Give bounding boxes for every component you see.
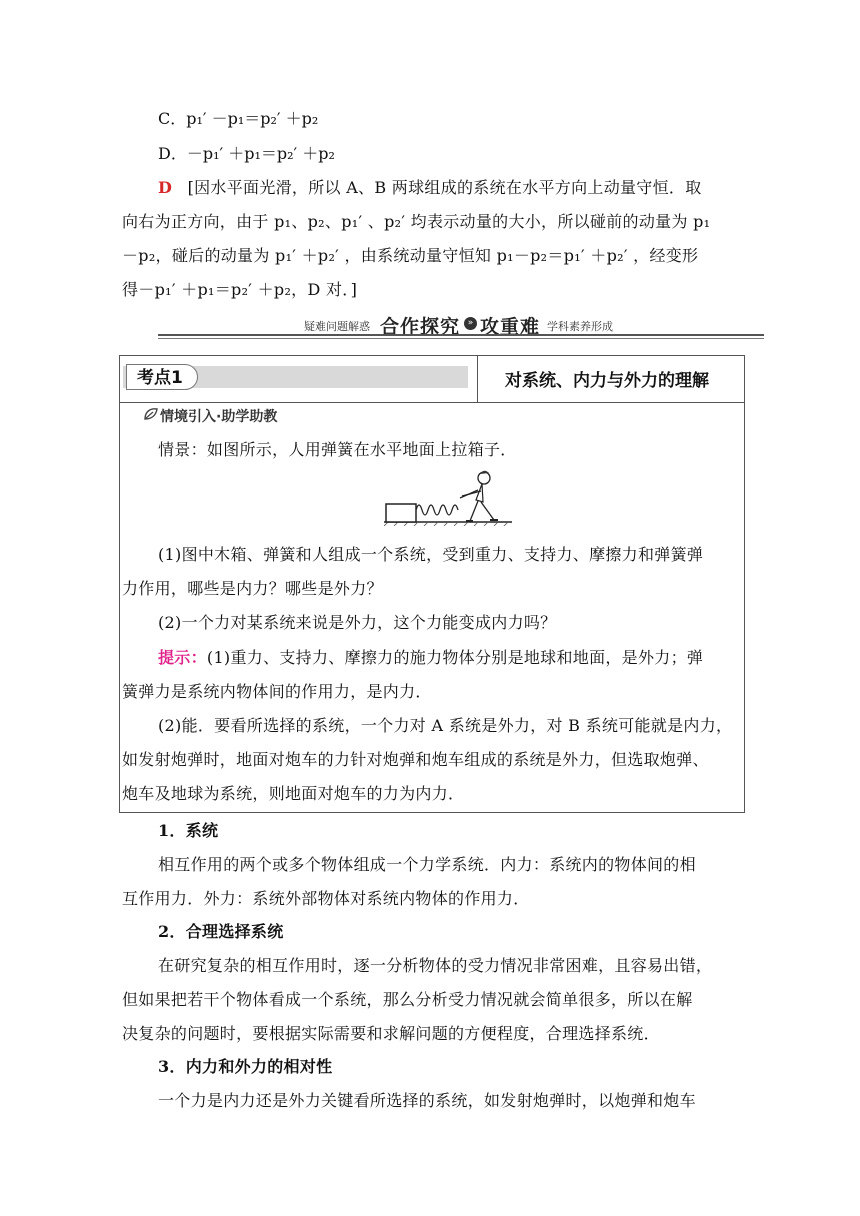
section-1-title: 1．系统: [158, 821, 219, 840]
hint-2-line-3: 炮车及地球为系统，则地面对炮车的力为内力．: [122, 784, 465, 803]
banner-arrow-icon: »: [464, 317, 477, 330]
section-2-line-2: 但如果把若干个物体看成一个系统，那么分析受力情况就会简单很多，所以在解: [122, 990, 693, 1009]
answer-line-1: [158, 175, 702, 198]
question-1-line-2: 力作用，哪些是内力？哪些是外力？: [122, 579, 383, 598]
banner-rule-thin: [158, 338, 764, 339]
section-2-title: 2．合理选择系统: [158, 922, 284, 941]
hint-label: 提示：: [158, 648, 207, 667]
hint-2-line-2: 如发射炮弹时，地面对炮车的力针对炮弹和炮车组成的系统是外力，但选取炮弹、: [122, 750, 709, 769]
option-d: D．－p₁′ ＋p₁＝p₂′ ＋p₂: [158, 144, 335, 163]
hint-1-text: (1)重力、支持力、摩擦力的施力物体分别是地球和地面，是外力；弹: [206, 648, 704, 667]
banner-left-small: 疑难问题解惑: [304, 320, 370, 333]
section-2-line-3: 决复杂的问题时，要根据实际需要和求解问题的方便程度，合理选择系统．: [122, 1024, 660, 1043]
section-1-line-1: 相互作用的两个或多个物体组成一个力学系统．内力：系统内的物体间的相: [158, 855, 696, 874]
answer-line-2: 向右为正方向，由于 p₁、p₂、p₁′ 、p₂′ 均表示动量的大小，所以碰前的动量为 p₁: [122, 212, 711, 231]
context-scene: 情景：如图所示，人用弹簧在水平地面上拉箱子．: [158, 440, 517, 459]
kaodian-title: 对系统、内力与外力的理解: [505, 371, 709, 391]
section-3-line-1: 一个力是内力还是外力关键看所选择的系统，如发射炮弹时，以炮弹和炮车: [158, 1091, 696, 1110]
banner-main-left: 合作探究: [380, 316, 461, 338]
section-2-line-1: 在研究复杂的相互作用时，逐一分析物体的受力情况非常困难，且容易出错，: [158, 956, 713, 975]
banner-rule: [158, 334, 764, 336]
answer-text-1: [因水平面光滑，所以 A、B 两球组成的系统在水平方向上动量守恒．取: [187, 178, 702, 197]
hint-2-line-1: (2)能．要看所选择的系统，一个力对 A 系统是外力，对 B 系统可能就是内力，: [158, 716, 733, 735]
context-header: 情境引入·助学助教: [160, 409, 278, 425]
leaf-icon: [143, 407, 159, 421]
spring-box-figure: [384, 466, 516, 526]
option-c: C．p₁′ －p₁＝p₂′ ＋p₂: [158, 109, 319, 128]
section-banner: [158, 312, 764, 338]
banner-main-right: 攻重难: [480, 316, 541, 338]
hint-1-line-2: 簧弹力是系统内物体间的作用力，是内力．: [122, 682, 432, 701]
section-3-title: 3．内力和外力的相对性: [158, 1057, 333, 1076]
kaodian-left-cell: [120, 356, 478, 402]
kaodian-label: 考点1: [126, 364, 198, 390]
answer-line-3: －p₂，碰后的动量为 p₁′ ＋p₂′ ，由系统动量守恒知 p₁－p₂＝p₁′ ＋p₂′ ，经变形: [122, 246, 699, 265]
hint-1-line-1: [158, 645, 703, 668]
section-1-line-2: 互作用力．外力：系统外部物体对系统内物体的作用力．: [122, 889, 530, 908]
kaodian-header: [119, 355, 745, 403]
banner-right-small: 学科素养形成: [547, 320, 613, 333]
answer-line-4: 得－p₁′ ＋p₁＝p₂′ ＋p₂，D 对．]: [122, 280, 358, 299]
question-1-line-1: (1)图中木箱、弹簧和人组成一个系统，受到重力、支持力、摩擦力和弹簧弹: [158, 545, 704, 564]
answer-letter: D: [158, 178, 173, 197]
question-2: (2)一个力对某系统来说是外力，这个力能变成内力吗？: [158, 613, 557, 632]
